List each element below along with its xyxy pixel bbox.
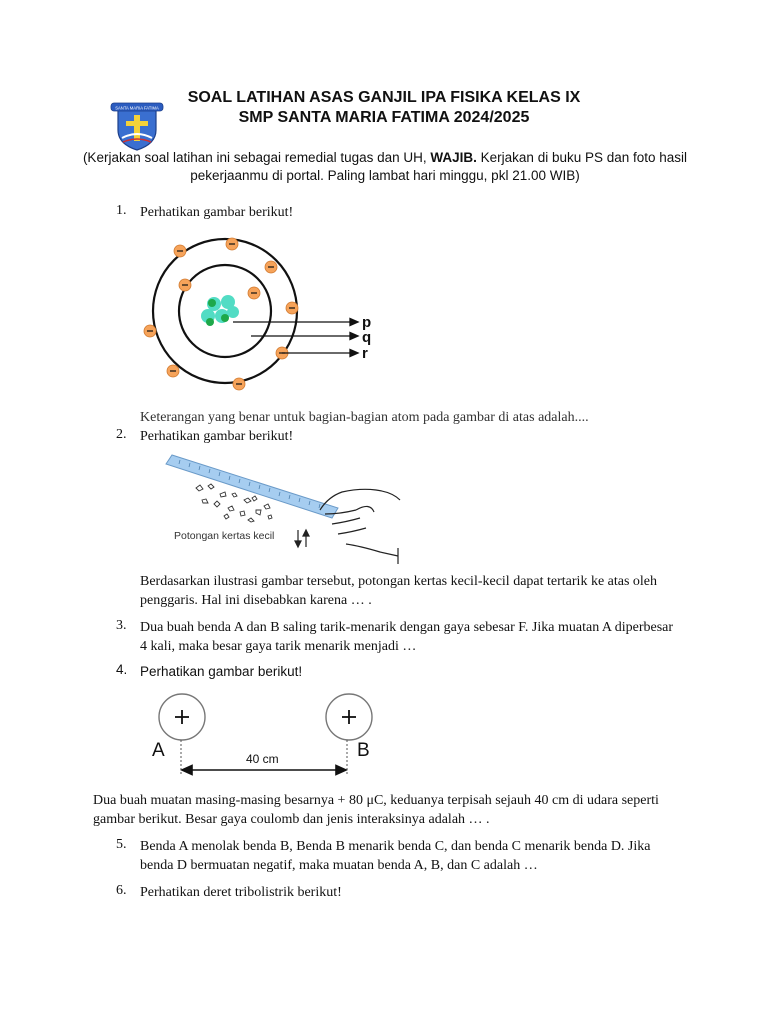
label-b: B <box>357 740 370 761</box>
svg-text:SANTA MARIA FATIMA: SANTA MARIA FATIMA <box>115 105 159 111</box>
question-2-caption: Berdasarkan ilustrasi gambar tersebut, potongan kertas kecil-kecil dapat tertarik ke atas oleh penggaris. Hal ini disebabkan karena … . <box>140 574 658 608</box>
question-4-text: Perhatikan gambar berikut! <box>140 664 303 679</box>
question-1-caption: Keterangan yang benar untuk bagian-bagian atom pada gambar di atas adalah.... <box>140 410 589 425</box>
question-6-number: 6. <box>116 883 127 898</box>
question-6-text: Perhatikan deret tribolistrik berikut! <box>140 885 342 900</box>
question-4-number: 4. <box>116 662 128 677</box>
atom-diagram <box>138 232 378 394</box>
question-3-number: 3. <box>116 618 127 633</box>
question-5-text: Benda A menolak benda B, Benda B menarik benda C, dan benda C menarik benda D. Jika benda D bermuatan negatif, maka muatan benda A, B, dan C adalah … <box>140 839 651 873</box>
question-1-text: Perhatikan gambar berikut! <box>140 205 294 220</box>
label-a: A <box>152 740 165 761</box>
ruler <box>166 455 338 518</box>
paper-pieces-label: Potongan kertas kecil <box>174 530 275 542</box>
hand <box>320 489 400 564</box>
question-2-text: Perhatikan gambar berikut! <box>140 429 294 444</box>
label-r: r <box>362 345 368 362</box>
question-5-number: 5. <box>116 837 127 852</box>
page-title-line2: SMP SANTA MARIA FATIMA 2024/2025 <box>238 109 530 126</box>
label-q: q <box>362 329 372 346</box>
instruction-post: Kerjakan di buku PS dan foto hasil pekerjaanmu di portal. Paling lambat hari minggu, pkl 21.00 WIB) <box>190 150 688 183</box>
two-charges-diagram <box>150 692 390 782</box>
instruction-bold: WAJIB. <box>430 150 477 165</box>
question-2-number: 2. <box>116 427 127 442</box>
question-3-text: Dua buah benda A dan B saling tarik-menarik dengan gaya sebesar F. Jika muatan A diperbesar 4 kali, maka besar gaya tarik menarik menjadi … <box>140 620 674 654</box>
motion-arrows <box>295 530 309 547</box>
question-1-number: 1. <box>116 203 127 218</box>
distance-label: 40 cm <box>246 752 279 766</box>
question-4-caption: Dua buah muatan masing-masing besarnya + 80 μC, keduanya terpisah sejauh 40 cm di udara seperti gambar berikut. Besar gaya coulomb dan jenis interaksinya adalah … . <box>93 793 659 827</box>
instruction-pre: (Kerjakan soal latihan ini sebagai remedial tugas dan UH, <box>82 150 431 165</box>
label-p: p <box>362 314 372 331</box>
ruler-paper-diagram <box>160 452 406 564</box>
instruction-text <box>80 149 690 185</box>
page-title-line1: SOAL LATIHAN ASAS GANJIL IPA FISIKA KELAS IX <box>187 89 581 106</box>
